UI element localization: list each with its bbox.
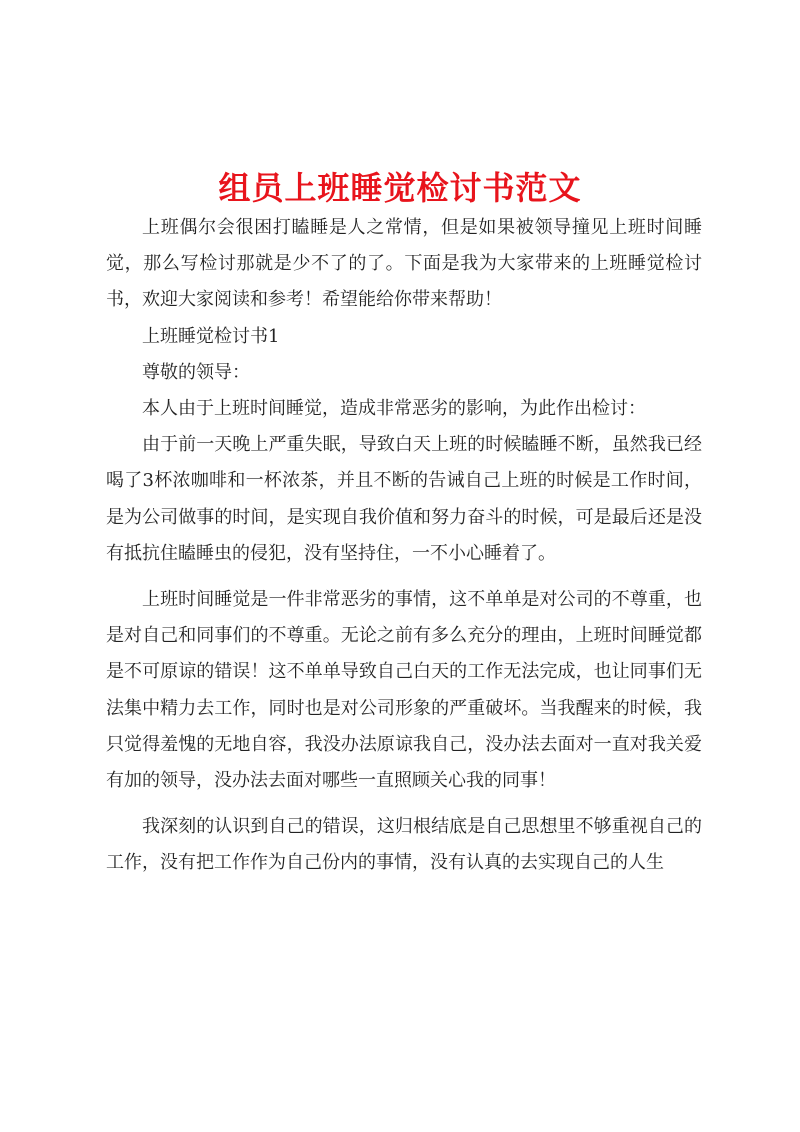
paragraph-reason: 由于前一天晚上严重失眠，导致白天上班的时候瞌睡不断，虽然我已经喝了3杯浓咖啡和一杯浓茶，并且不断的告诫自己上班的时候是工作时间，是为公司做事的时间，是实现自我价值和努力奋斗的时候，可是最后还是没有抵抗住瞌睡虫的侵犯，没有坚持住，一不小心睡着了。 xyxy=(106,434,702,564)
document-title: 组员上班睡觉检讨书范文 xyxy=(218,169,582,207)
section-heading: 上班睡觉检讨书1 xyxy=(142,325,280,347)
paragraph-recognition: 我深刻的认识到自己的错误，这归根结底是自己思想里不够重视自己的工作，没有把工作作为自己份内的事情，没有认真的去实现自己的人生 xyxy=(106,816,702,874)
paragraph-reflection: 上班时间睡觉是一件非常恶劣的事情，这不单单是对公司的不尊重，也是对自己和同事们的不尊重。无论之前有多么充分的理由，上班时间睡觉都是不可原谅的错误！这不单单导致自己白天的工作无法完成，也让同事们无法集中精力去工作，同时也是对公司形象的严重破坏。当我醒来的时候，我只觉得羞愧的无地自容，我没办法原谅我自己，没办法去面对一直对我关爱有加的领导，没办法去面对哪些一直照顾关心我的同事！ xyxy=(106,589,702,792)
paragraph-intro: 上班偶尔会很困打瞌睡是人之常情，但是如果被领导撞见上班时间睡觉，那么写检讨那就是少不了的了。下面是我为大家带来的上班睡觉检讨书，欢迎大家阅读和参考！希望能给你带来帮助！ xyxy=(106,217,702,311)
salutation: 尊敬的领导： xyxy=(142,361,250,383)
paragraph-statement: 本人由于上班时间睡觉，造成非常恶劣的影响，为此作出检讨： xyxy=(142,398,646,420)
document-body xyxy=(106,210,702,882)
